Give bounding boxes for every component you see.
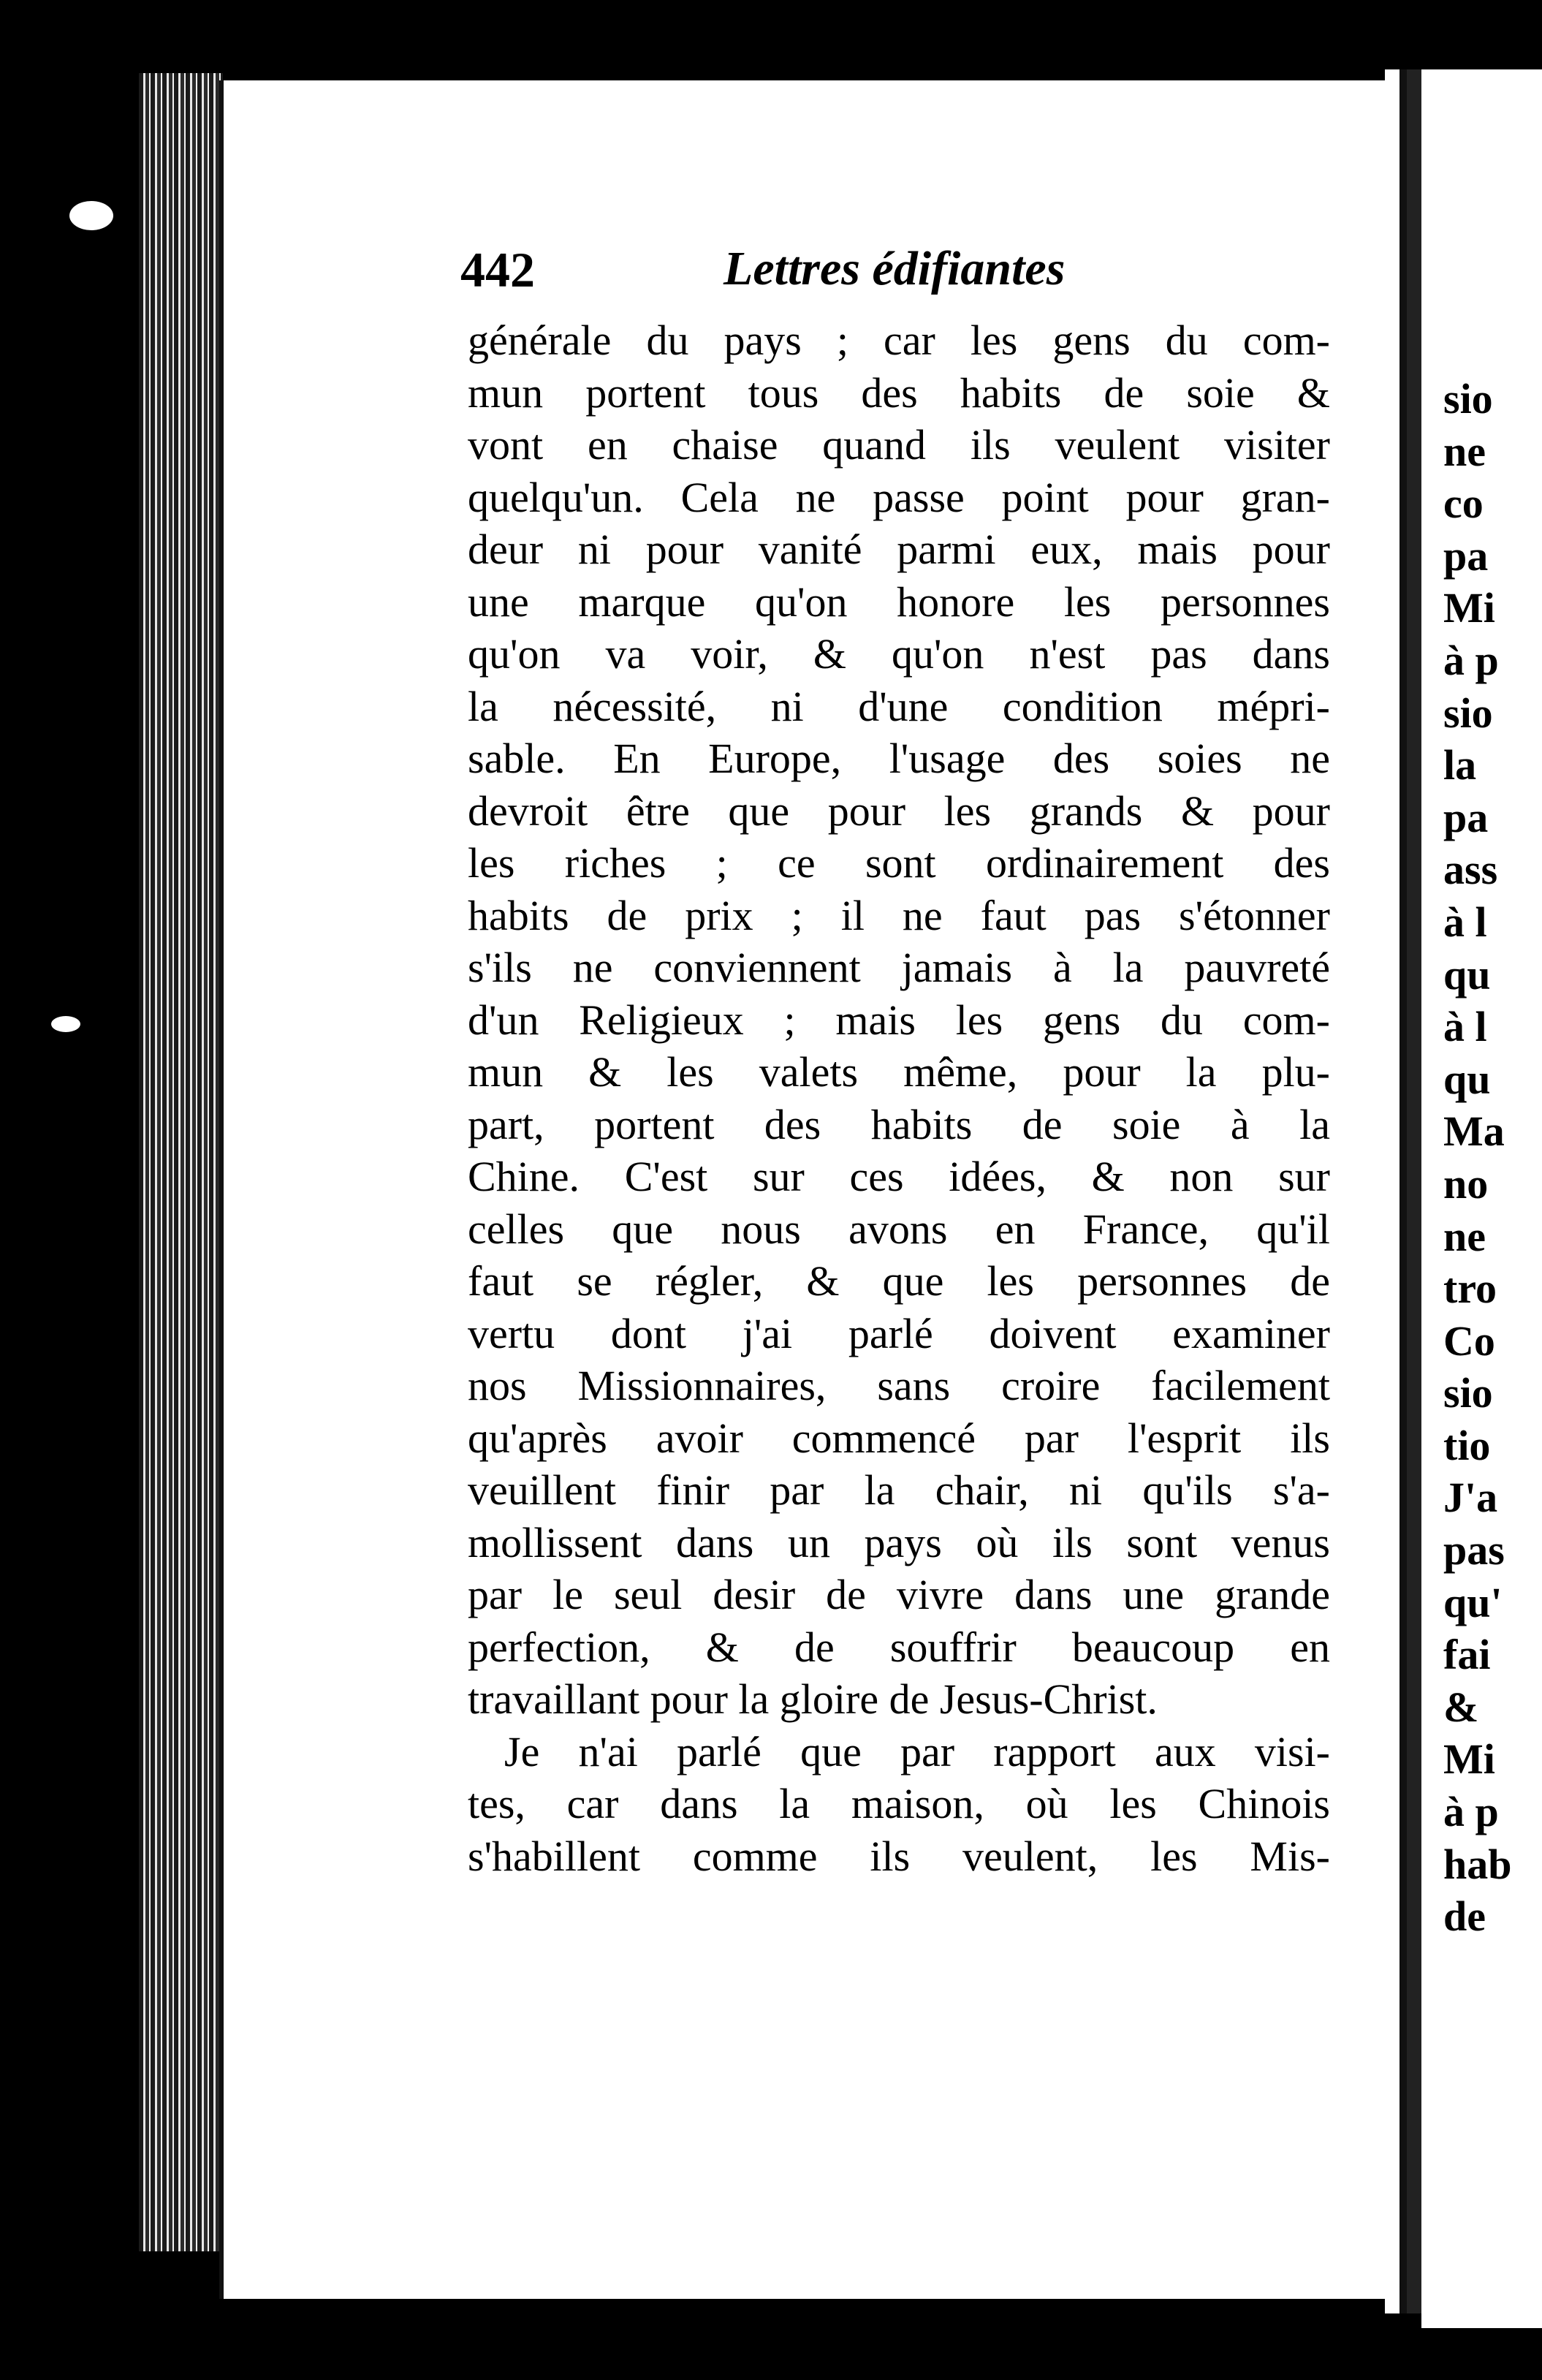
text-line: deur ni pour vanité parmi eux, mais pour xyxy=(468,526,1330,573)
next-line: ne xyxy=(1443,1212,1486,1260)
page-edges xyxy=(139,73,223,2251)
text-line: habits de prix ; il ne faut pas s'étonner xyxy=(468,891,1330,939)
text-line: qu'on va voir, & qu'on n'est pas dans xyxy=(468,630,1330,678)
text-line: perfection, & de souffrir beaucoup en xyxy=(468,1623,1330,1671)
text-line: vont en chaise quand ils veulent visiter xyxy=(468,421,1330,469)
text-line: les riches ; ce sont ordinairement des xyxy=(468,839,1330,887)
text-line: s'ils ne conviennent jamais à la pauvreté xyxy=(468,944,1330,991)
next-line: qu' xyxy=(1443,1578,1503,1626)
page-header xyxy=(460,241,1337,314)
text-line: celles que nous avons en France, qu'il xyxy=(468,1205,1330,1253)
next-line: tio xyxy=(1443,1421,1491,1469)
text-line: qu'après avoir commencé par l'esprit ils xyxy=(468,1414,1330,1462)
page-number: 442 xyxy=(460,242,535,298)
next-line: & xyxy=(1443,1683,1479,1731)
next-line: à l xyxy=(1443,898,1487,946)
text-line: quelqu'un. Cela ne passe point pour gran- xyxy=(468,473,1330,521)
next-line: sio xyxy=(1443,375,1493,422)
text-line: devroit être que pour les grands & pour xyxy=(468,787,1330,835)
scan-speck xyxy=(51,1016,80,1032)
next-line: Co xyxy=(1443,1316,1495,1365)
text-line: la nécessité, ni d'une condition mépri- xyxy=(468,682,1330,730)
text-line: générale du pays ; car les gens du com- xyxy=(468,317,1330,364)
text-line: vertu dont j'ai parlé doivent examiner xyxy=(468,1309,1330,1357)
book-gutter xyxy=(1385,69,1421,2313)
text-line: s'habillent comme ils veulent, les Mis- xyxy=(468,1832,1330,1880)
next-line: de xyxy=(1443,1892,1486,1941)
next-line: Ma xyxy=(1443,1107,1505,1156)
text-line: veuillent finir par la chair, ni qu'ils s'a- xyxy=(468,1466,1330,1514)
next-line: ass xyxy=(1443,846,1498,894)
text-line: travaillant pour la gloire de Jesus-Christ. xyxy=(468,1675,1158,1723)
text-line: Chine. C'est sur ces idées, & non sur xyxy=(468,1153,1330,1200)
text-line: par le seul desir de vivre dans une grande xyxy=(468,1571,1330,1618)
next-line: à p xyxy=(1443,1788,1499,1836)
next-line: sio xyxy=(1443,1369,1493,1417)
running-title: Lettres édifiantes xyxy=(723,242,1066,295)
text-line: tes, car dans la maison, où les Chinois xyxy=(468,1780,1330,1827)
next-line: J'a xyxy=(1443,1474,1498,1522)
next-line: fai xyxy=(1443,1631,1491,1679)
next-line: qu xyxy=(1443,1055,1491,1103)
body-text xyxy=(468,314,1330,1882)
next-line: pa xyxy=(1443,793,1489,841)
next-line: pa xyxy=(1443,531,1489,580)
scan-speck xyxy=(69,201,113,230)
text-line: Je n'ai parlé que par rapport aux visi- xyxy=(504,1727,1330,1775)
next-line: sio xyxy=(1443,689,1493,737)
next-line: ne xyxy=(1443,427,1486,475)
text-line: faut se régler, & que les personnes de xyxy=(468,1257,1330,1305)
text-line: mun & les valets même, pour la plu- xyxy=(468,1048,1330,1096)
next-line: Mi xyxy=(1443,1735,1495,1784)
text-line: mun portent tous des habits de soie & xyxy=(468,368,1330,417)
next-line: no xyxy=(1443,1159,1489,1208)
next-line: Mi xyxy=(1443,584,1495,632)
text-line: nos Missionnaires, sans croire facilement xyxy=(468,1362,1330,1409)
text-line: mollissent dans un pays où ils sont venus xyxy=(468,1518,1330,1566)
next-line: qu xyxy=(1443,950,1491,998)
next-line: hab xyxy=(1443,1840,1512,1888)
right-page-edge xyxy=(1421,69,1542,2328)
next-line: co xyxy=(1443,480,1484,528)
next-line: la xyxy=(1443,741,1477,789)
next-line: à p xyxy=(1443,636,1499,684)
next-line: pas xyxy=(1443,1526,1505,1574)
next-line: tro xyxy=(1443,1265,1497,1313)
text-line: d'un Religieux ; mais les gens du com- xyxy=(468,996,1330,1044)
next-page-text xyxy=(1443,373,1542,1943)
next-line: à l xyxy=(1443,1003,1487,1051)
text-line: part, portent des habits de soie à la xyxy=(468,1100,1330,1148)
text-line: sable. En Europe, l'usage des soies ne xyxy=(468,735,1330,782)
text-line: une marque qu'on honore les personnes xyxy=(468,577,1330,626)
